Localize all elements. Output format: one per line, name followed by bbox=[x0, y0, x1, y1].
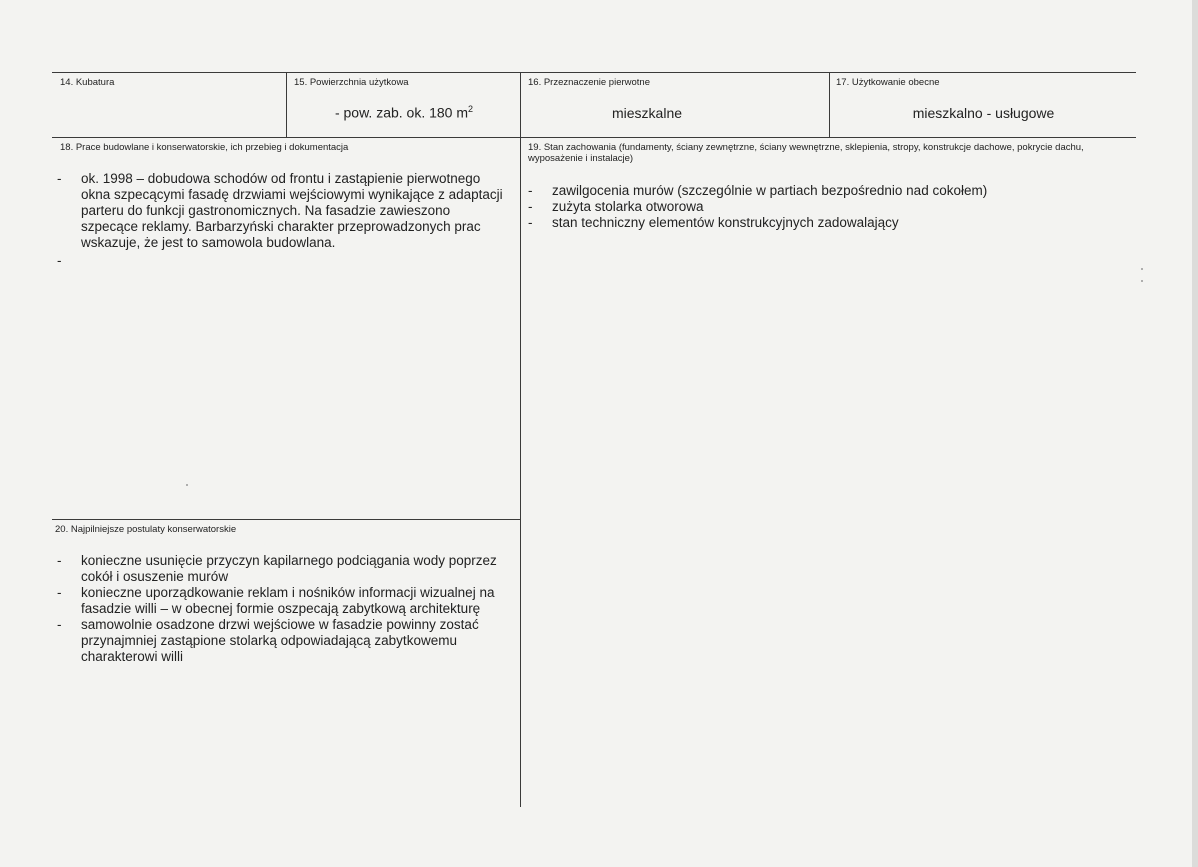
scan-edge-shadow bbox=[1192, 0, 1198, 867]
bullet-dash: - bbox=[57, 585, 62, 600]
bullet-dash: - bbox=[528, 183, 533, 198]
list-item bbox=[526, 183, 1126, 199]
field-17-label: 17. Użytkowanie obecne bbox=[836, 77, 940, 88]
field-14-label: 14. Kubatura bbox=[60, 77, 115, 88]
field-17-value: mieszkalno - usługowe bbox=[912, 105, 1055, 121]
col1-divider bbox=[286, 72, 287, 137]
scan-speck bbox=[1141, 280, 1143, 282]
field-16-label: 16. Przeznaczenie pierwotne bbox=[528, 77, 650, 88]
field-18-list bbox=[55, 171, 510, 268]
field-15-value-text: - pow. zab. ok. 180 m bbox=[334, 104, 469, 121]
list-item-text: samowolnie osadzone drzwi wejściowe w fasadzie powinny zostać przynajmniej zastąpione stolarką odpowiadającą zabytkowemu charakterowi willi bbox=[81, 617, 479, 664]
field-15-label: 15. Powierzchnia użytkowa bbox=[294, 77, 409, 88]
list-item bbox=[526, 199, 1126, 215]
row1-bottom-border bbox=[52, 137, 1136, 138]
field-18-label: 18. Prace budowlane i konserwatorskie, ich przebieg i dokumentacja bbox=[60, 142, 349, 153]
bullet-dash: - bbox=[528, 215, 533, 230]
field-15-value bbox=[288, 104, 520, 121]
scan-speck bbox=[186, 484, 188, 486]
section18-bottom-border bbox=[52, 519, 521, 520]
list-item bbox=[55, 171, 510, 251]
bullet-dash: - bbox=[528, 199, 533, 214]
field-19-list bbox=[526, 183, 1126, 231]
list-item-text: ok. 1998 – dobudowa schodów od frontu i zastąpienie pierwotnego okna szpecącymi fasadę drzwiami wejściowymi wynikające z adaptacji parteru do funkcji gastronomicznych. Na fasadzie zawieszono szpecące reklamy. Barbarzyński charakter przeprowadzonych prac wskazuje, że jest to samowola budowlana. bbox=[81, 171, 503, 250]
field-15-unit-superscript: 2 bbox=[468, 104, 474, 114]
field-20-label: 20. Najpilniejsze postulaty konserwatorskie bbox=[55, 524, 237, 535]
table-top-border bbox=[52, 72, 1136, 73]
bullet-dash: - bbox=[57, 553, 62, 568]
scan-speck bbox=[1141, 268, 1143, 270]
col2-divider bbox=[520, 72, 521, 807]
bullet-dash: - bbox=[57, 253, 62, 268]
field-19-label bbox=[528, 142, 1128, 164]
field-20-list bbox=[55, 553, 517, 665]
list-item bbox=[55, 553, 517, 585]
bullet-dash: - bbox=[57, 171, 62, 186]
list-item-text: zużyta stolarka otworowa bbox=[552, 199, 704, 214]
bullet-dash: - bbox=[57, 617, 62, 632]
field-19-label-text: 19. Stan zachowania (fundamenty, ściany zewnętrzne, ściany wewnętrzne, sklepienia, stropy, konstrukcje dachowe, pokrycie dachu, wyposażenie i instalacje) bbox=[528, 142, 1084, 164]
list-item-text: zawilgocenia murów (szczególnie w partiach bezpośrednio nad cokołem) bbox=[552, 183, 988, 198]
list-item bbox=[526, 215, 1126, 231]
list-item-text: stan techniczny elementów konstrukcyjnych zadowalający bbox=[552, 215, 899, 230]
list-item-text: konieczne usunięcie przyczyn kapilarnego podciągania wody poprzez cokół i osuszenie murów bbox=[81, 553, 497, 584]
list-item bbox=[55, 617, 517, 665]
list-item-text: konieczne uporządkowanie reklam i nośników informacji wizualnej na fasadzie willi – w obecnej formie oszpecają zabytkową architekturę bbox=[81, 585, 495, 616]
col3-divider bbox=[829, 72, 830, 137]
list-item bbox=[55, 585, 517, 617]
field-16-value: mieszkalne bbox=[611, 105, 683, 121]
